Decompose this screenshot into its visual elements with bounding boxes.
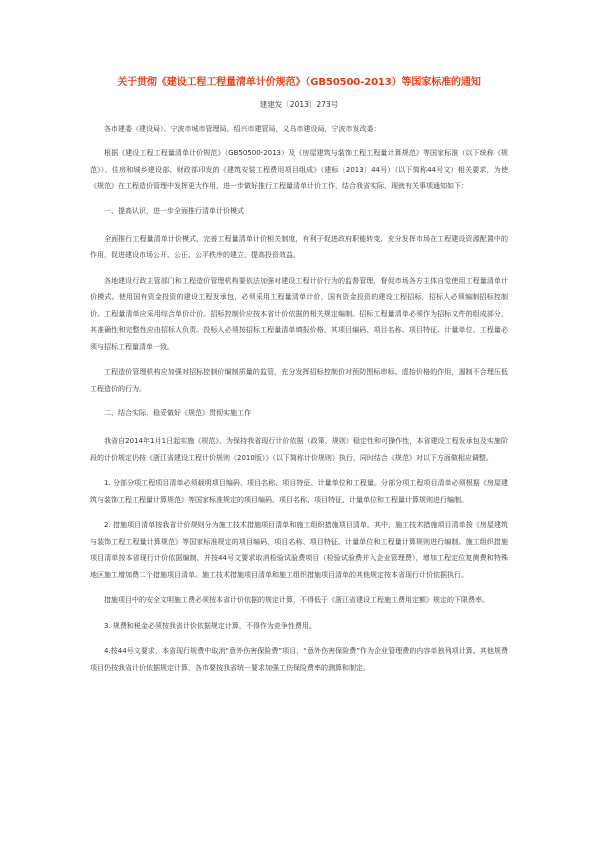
section-2-paragraph: 3. 规费和税金必须按我省计价依据规定计算，不得作为竞争性费用。 [104, 621, 316, 630]
section-1-heading: 一、提高认识，进一步全面推行清单计价模式 [104, 206, 244, 215]
section-2-paragraph: 2. 措施项目清单按我省计价规则分为施工技术措施项目清单和施工组织措施项目清单。其中，施工技术措施项目清单按《房屋建筑与装饰工程工程量计算规范》等国家标准规定的项目编码、项目名称、项目特征、计量单位和工程量计算规则进行编制。施工组织措施项目清单按本省现行计价依据编制，并按44号文要求取消检验试验费项目（检验试验费并入企业管理费），增加工程定位复测费和特殊地区施工增加费二个措施项目清单。施工技术措施项目清单和施工组织措施项目清单的其他规定按本省现行计价依据执行。 [90, 521, 508, 579]
document-page [90, 76, 508, 676]
section-1-paragraph: 各地建设行政主管部门和工程造价管理机构要依法加强对建设工程计价行为的监督管理，督促市场各方主体自觉使用工程量清单计价模式。使用国有资金投资的建设工程发承包，必须采用工程量清单计价，国有资金投资的建设工程招标，招标人必须编制招标控制价。工程量清单应采用综合单价计价。招标控制价应按本省计价依据的相关规定编制。招标工程量清单必须作为招标文件的组成部分，其准确性和完整性应由招标人负责。投标人必须按招标工程量清单填报价格，其项目编码、项目名称、项目特征、计量单位、工程量必须与招标工程量清单一致。 [90, 276, 508, 351]
section-2-heading: 二、结合实际，稳妥做好《规范》贯彻实施工作 [104, 409, 251, 417]
section-2-paragraph: 措施项目中的安全文明施工费必须按本省计价依据的规定计算，不得低于《浙江省建设工程施工费用定额》规定的下限费率。 [104, 596, 489, 604]
section-2-paragraph: 我省自2014年1月1日起实施《规范》，为保持我省现行计价依据（政策、规则）稳定性和可操作性，本省建设工程发承包及实施阶段的计价规定仍按《浙江省建设工程计价规则（2010版）》（以下简称计价规则）执行，同时结合《规范》对以下方面做相应调整。 [90, 437, 508, 462]
section-1-paragraph: 工程造价管理机构应加强对招标控制价编制质量的监管，充分发挥招标控制价对预防围标串标、虚抬价格的作用，遏制不合理压低工程造价的行为。 [90, 368, 508, 393]
section-1-paragraph: 全面推行工程量清单计价模式，完善工程量清单计价相关制度，有利于促进政府职能转变，充分发挥市场在工程建设资源配置中的作用，促进建设市场公开、公正、公平秩序的建立，提高投资效益。 [90, 234, 508, 259]
section-2-paragraph: 1. 分部分项工程项目清单必须载明项目编码、项目名称、项目特征、计量单位和工程量。分部分项工程项目清单必须根据《房屋建筑与装饰工程工程量计算规范》等国家标准规定的项目编码、项目名称、项目特征、计量单位和工程量计算规则进行编制。 [90, 479, 508, 504]
intro-paragraph: 根据《建设工程工程量清单计价规范》（GB50500-2013）及《房屋建筑与装饰工程工程量计算规范》等国家标准（以下统称《规范》）、住房和城乡建设部、财政部印发的《建筑安装工程费用项目组成》（建标〔2013〕44号）（以下简称44号文）相关要求，为使《规范》在工程造价管理中发挥更大作用，进一步做好推行工程量清单计价工作，结合我省实际，现就有关事项通知如下： [90, 149, 508, 190]
section-2-paragraph: 4.按44号文要求，本省现行规费中取消“意外伤害保险费”项目，“意外伤害保险费”作为企业管理费的内容单独列项计算。其他规费项目仍按我省计价依据规定计算，各市要按我省统一要求加强工伤保险费率的测算和制定。 [90, 647, 508, 672]
document-title: 关于贯彻《建设工程工程量清单计价规范》（GB50500-2013）等国家标准的通知 [117, 77, 481, 88]
document-number: 建建发〔2013〕273号 [259, 100, 339, 109]
recipients-line: 各市建委（建设局）、宁波市城市管理局、绍兴市建管局，义乌市建设局，宁波市发改委： [104, 125, 381, 133]
